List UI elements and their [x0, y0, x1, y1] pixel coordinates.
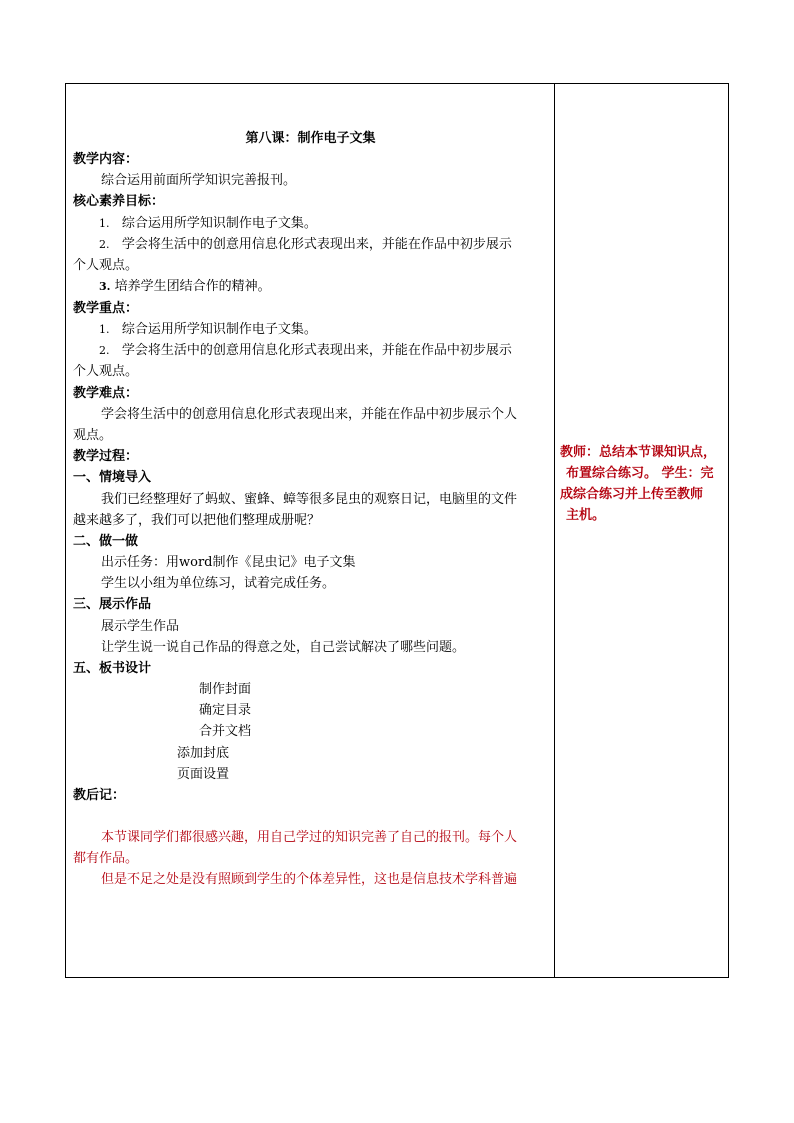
reflection-line-1: 本节课同学们都很感兴趣，用自己学过的知识完善了自己的报刊。每个人 [101, 830, 518, 845]
goal-3-text: 培养学生团结合作的精神。 [114, 279, 271, 294]
goal-2-text: 学会将生活中的创意用信息化形式表现出来，并能在作品中初步展示 [121, 237, 512, 252]
reflection-line-2: 都有作品。 [73, 851, 139, 866]
step5-heading: 五、板书设计 [73, 661, 152, 676]
step1-heading: 一、情境导入 [73, 470, 152, 485]
key-2-continued: 个人观点。 [73, 364, 139, 379]
board-item-toc: 确定目录 [199, 703, 252, 718]
key-2-text: 学会将生活中的创意用信息化形式表现出来，并能在作品中初步展示 [121, 343, 512, 358]
goal-2 [99, 236, 512, 254]
goal-1-num: 1. [99, 217, 110, 230]
lesson-title: 第八课：制作电子文集 [245, 131, 376, 146]
step2-line-2: 学生以小组为单位练习，试着完成任务。 [101, 576, 336, 591]
step3-line-1: 展示学生作品 [101, 619, 180, 634]
key-heading: 教学重点： [73, 301, 139, 316]
difficult-heading: 教学难点： [73, 386, 139, 401]
step1-line-1: 我们已经整理好了蚂蚁、蜜蜂、蟑等很多昆虫的观察日记，电脑里的文件 [101, 492, 518, 507]
key-1 [99, 321, 317, 339]
board-item-cover: 制作封面 [199, 682, 252, 697]
goal-2-num: 2. [99, 238, 110, 251]
key-2 [99, 342, 512, 360]
process-heading: 教学过程： [73, 449, 139, 464]
side-note-line-1: 教师：总结本节课知识点， [560, 445, 717, 460]
board-item-page-setup: 页面设置 [177, 767, 230, 782]
content-heading: 教学内容： [73, 152, 139, 167]
goal-1 [99, 215, 317, 233]
board-item-back-cover: 添加封底 [177, 746, 230, 761]
column-divider [554, 83, 555, 978]
difficult-line-1: 学会将生活中的创意用信息化形式表现出来，并能在作品中初步展示个人 [101, 407, 518, 422]
side-note-line-4: 主机。 [566, 508, 606, 523]
content-text: 综合运用前面所学知识完善报刊。 [101, 173, 297, 188]
step3-line-2: 让学生说一说自己作品的得意之处，自己尝试解决了哪些问题。 [101, 640, 466, 655]
reflection-heading: 教后记： [73, 788, 126, 803]
step1-line-2: 越来越多了，我们可以把他们整理成册呢？ [73, 513, 321, 528]
step3-heading: 三、展示作品 [73, 597, 152, 612]
key-1-num: 1. [99, 323, 110, 336]
side-note-line-2: 布置综合练习。 学生：完 [566, 466, 714, 481]
step2-heading: 二、做一做 [73, 534, 139, 549]
step2-line-1: 出示任务：用word制作《昆虫记》电子文集 [101, 555, 356, 570]
key-1-text: 综合运用所学知识制作电子文集。 [121, 322, 317, 337]
difficult-line-2: 观点。 [73, 428, 113, 443]
goal-3 [99, 278, 271, 296]
goal-3-num: 3. [99, 280, 111, 293]
board-item-merge: 合并文档 [199, 724, 252, 739]
side-note-line-3: 成综合练习并上传至教师 [560, 487, 704, 502]
goal-1-text: 综合运用所学知识制作电子文集。 [121, 216, 317, 231]
reflection-line-3: 但是不足之处是没有照顾到学生的个体差异性，这也是信息技术学科普遍 [101, 872, 518, 887]
key-2-num: 2. [99, 344, 110, 357]
goal-2-continued: 个人观点。 [73, 258, 139, 273]
goals-heading: 核心素养目标： [73, 194, 165, 209]
